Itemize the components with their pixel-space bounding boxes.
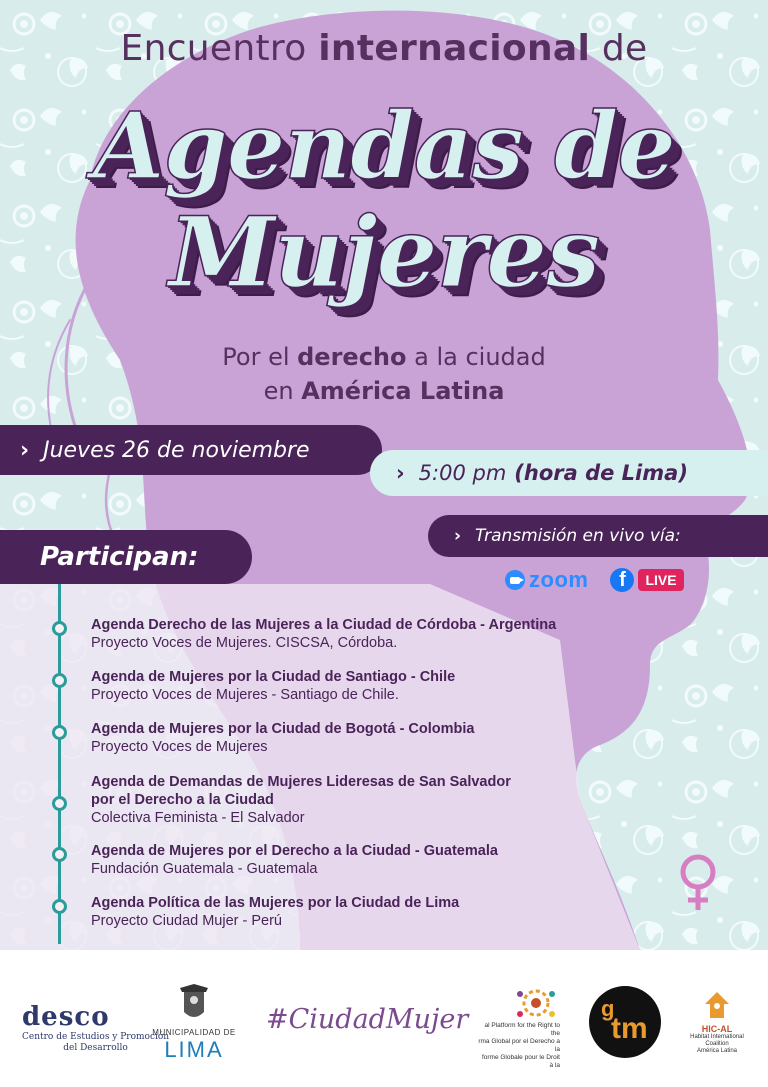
participant-org: Proyecto Voces de Mujeres - Santiago de Chile. bbox=[91, 687, 399, 703]
getm-logo bbox=[589, 986, 661, 1058]
subtitle-line-2 bbox=[0, 374, 768, 408]
venus-symbol-icon bbox=[676, 852, 720, 914]
participant-title: Agenda de Mujeres por la Ciudad de Santiago - Chile bbox=[91, 669, 456, 685]
subtitle-2-prefix: en bbox=[263, 377, 302, 405]
transmission-label: Transmisión en vivo vía: bbox=[475, 526, 681, 546]
transmission-banner bbox=[428, 515, 768, 557]
participant-item bbox=[91, 842, 651, 878]
title-line-1: Agendas de bbox=[93, 92, 675, 200]
participants-heading: Participan: bbox=[40, 542, 199, 572]
lima-crest-icon bbox=[152, 984, 236, 1024]
chevron-right-icon: › bbox=[396, 461, 405, 485]
desco-logo bbox=[22, 1002, 169, 1054]
participants-heading-banner bbox=[0, 530, 252, 584]
timeline-dot-icon bbox=[52, 899, 67, 914]
timeline-line bbox=[58, 584, 61, 944]
hashtag-ciudadmujer: #CiudadMujer bbox=[266, 1004, 469, 1035]
title-line-2: Mujeres bbox=[168, 196, 600, 309]
subtitle-1-prefix: Por el bbox=[222, 343, 298, 371]
participant-title: Agenda de Demandas de Mujeres Lideresas de San Salvador bbox=[91, 774, 511, 790]
timeline-dot-icon bbox=[52, 796, 67, 811]
zoom-label: zoom bbox=[529, 567, 589, 592]
participant-item bbox=[91, 616, 651, 652]
facebook-icon: f bbox=[610, 568, 634, 592]
participant-org: Fundación Guatemala - Guatemala bbox=[91, 861, 318, 877]
participant-org: Colectiva Feminista - El Salvador bbox=[91, 810, 305, 826]
subtitle-2-bold: América Latina bbox=[301, 377, 505, 405]
hic-al-logo bbox=[686, 990, 748, 1055]
participant-title: Agenda Derecho de las Mujeres a la Ciudad de Córdoba - Argentina bbox=[91, 617, 557, 633]
global-platform-icon bbox=[512, 984, 560, 1022]
zoom-logo bbox=[505, 567, 588, 593]
participant-item bbox=[91, 773, 651, 827]
hic-al-name: HIC-AL bbox=[701, 1024, 733, 1034]
chevron-right-icon: › bbox=[20, 437, 30, 463]
event-date: Jueves 26 de noviembre bbox=[43, 437, 310, 463]
participant-item bbox=[91, 720, 651, 756]
timeline-dot-icon bbox=[52, 725, 67, 740]
streaming-platforms bbox=[505, 567, 684, 593]
desco-tagline-2: del Desarrollo bbox=[63, 1043, 128, 1053]
hic-al-icon bbox=[686, 990, 748, 1020]
timeline-dot-icon bbox=[52, 621, 67, 636]
chevron-right-icon: › bbox=[454, 526, 462, 546]
participant-item bbox=[91, 668, 651, 704]
participant-item bbox=[91, 894, 651, 930]
global-platform-logo bbox=[478, 984, 562, 1070]
intro-bold: internacional bbox=[318, 28, 591, 69]
event-time-note: (hora de Lima) bbox=[514, 461, 688, 485]
hic-al-tagline-2: América Latina bbox=[696, 1048, 738, 1054]
subtitle-1-bold: derecho bbox=[297, 343, 407, 371]
event-date-banner bbox=[0, 425, 382, 475]
participant-title: Agenda Política de las Mujeres por la Ciudad de Lima bbox=[91, 895, 460, 911]
timeline-dot-icon bbox=[52, 673, 67, 688]
gpr-line-2: rma Global por el Derecho a la bbox=[478, 1038, 560, 1053]
intro-suffix: de bbox=[590, 28, 648, 69]
municipalidad-lima-logo bbox=[152, 984, 236, 1063]
sponsor-footer bbox=[0, 950, 768, 1087]
getm-tm: tm bbox=[611, 1012, 648, 1045]
desco-name: desco bbox=[22, 1002, 110, 1032]
event-subtitle bbox=[0, 340, 768, 408]
gpr-line-1: al Platform for the Right to the bbox=[484, 1022, 560, 1037]
participant-title: Agenda de Mujeres por el Derecho a la Ciudad - Guatemala bbox=[91, 843, 498, 859]
subtitle-1-suffix: a la ciudad bbox=[406, 343, 546, 371]
hic-al-tagline-1: Habitat International Coalition bbox=[690, 1034, 744, 1047]
participant-org: Proyecto Voces de Mujeres. CISCSA, Córdoba. bbox=[91, 635, 398, 651]
lima-label: LIMA bbox=[164, 1037, 224, 1062]
zoom-icon bbox=[505, 570, 525, 590]
participant-org: Proyecto Ciudad Mujer - Perú bbox=[91, 913, 282, 929]
facebook-live-badge: LIVE bbox=[638, 569, 683, 591]
subtitle-line-1 bbox=[0, 340, 768, 374]
timeline-dot-icon bbox=[52, 847, 67, 862]
event-time-banner bbox=[370, 450, 768, 496]
getm-g: g bbox=[601, 996, 615, 1021]
participant-org: Proyecto Voces de Mujeres bbox=[91, 739, 268, 755]
desco-tagline-1: Centro de Estudios y Promoción bbox=[22, 1032, 170, 1042]
event-time: 5:00 pm bbox=[418, 461, 507, 485]
participant-title-line2: por el Derecho a la Ciudad bbox=[91, 792, 274, 808]
intro-prefix: Encuentro bbox=[120, 28, 319, 69]
gpr-line-3: forme Globale pour le Droit à la bbox=[481, 1054, 560, 1069]
event-intro-heading bbox=[0, 28, 768, 69]
participant-title: Agenda de Mujeres por la Ciudad de Bogotá - Colombia bbox=[91, 721, 475, 737]
municipalidad-label: MUNICIPALIDAD DE bbox=[152, 1028, 236, 1037]
